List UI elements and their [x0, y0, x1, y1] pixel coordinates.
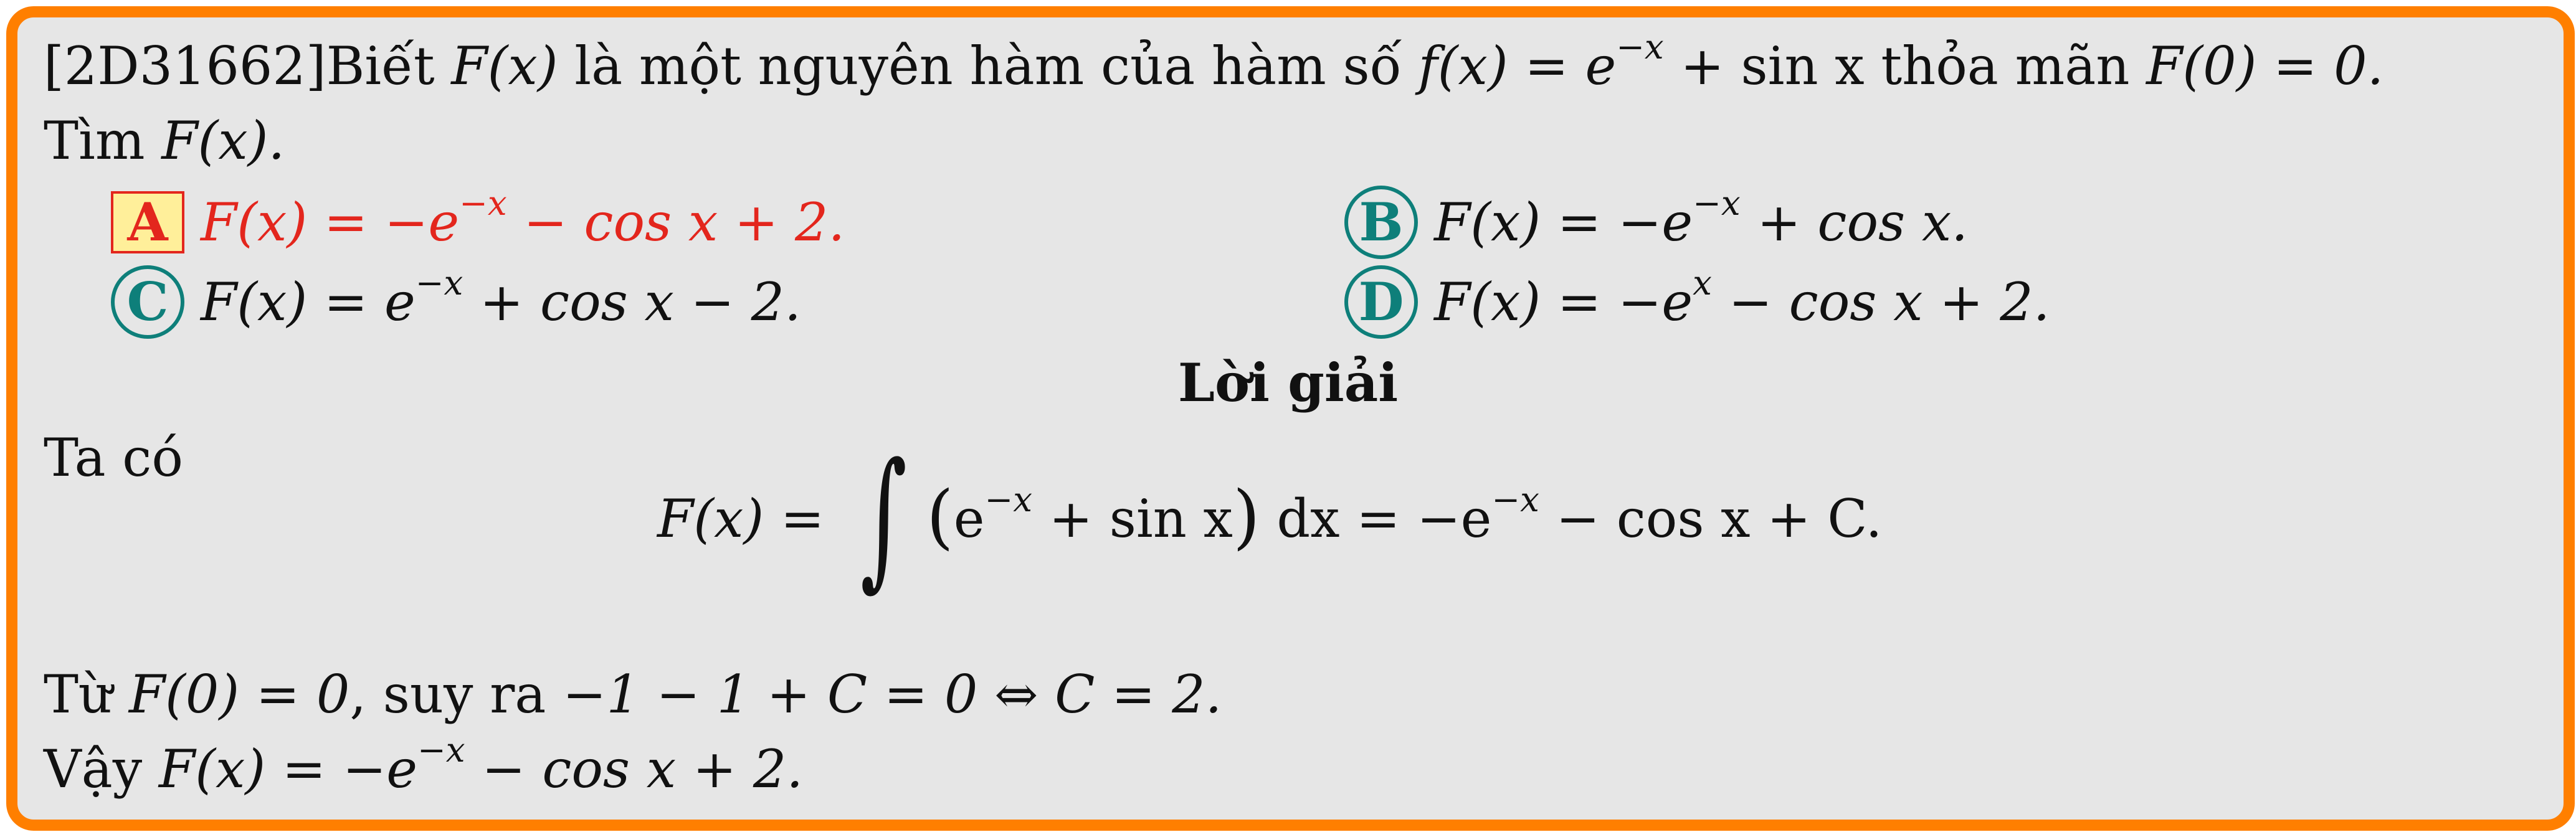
question-find-text: Tìm: [44, 110, 162, 171]
step2-exp: −x: [417, 730, 465, 770]
option-c-label: C: [111, 265, 184, 339]
question-line-1: [44, 27, 2384, 97]
option-c-text: $F(x) = e^{-x} + \cos x - 2$.: [201, 263, 801, 333]
question-find-math: F(x).: [161, 110, 285, 171]
eq-rhs-post: − cos x + C.: [1539, 488, 1883, 549]
integral-sign: ∫: [860, 430, 908, 605]
question-line-2: [44, 110, 285, 172]
question-fx-sin: + sin x: [1663, 35, 1865, 97]
option-b-label: B: [1344, 186, 1418, 259]
solution-intro: Ta có: [44, 427, 183, 488]
eq-dx: dx = −e: [1260, 488, 1492, 549]
step2-post: − cos x + 2.: [465, 739, 804, 800]
option-c[interactable]: [111, 260, 801, 339]
step2-pre: Vậy: [44, 739, 159, 800]
option-d-text: $F(x) = -e^x - \cos x + 2$.: [1434, 263, 2050, 333]
step1-pre: Từ: [44, 664, 129, 725]
eq-inner-post: + sin x: [1032, 488, 1233, 549]
question-fx: f(x) = e: [1418, 35, 1617, 97]
option-d[interactable]: [1344, 260, 2050, 339]
solution-title: Lời giải: [1177, 352, 1399, 414]
step1-mid: , suy ra: [349, 664, 563, 725]
integral-equation: [657, 430, 1883, 605]
question-fx-exponent: −x: [1616, 27, 1664, 67]
right-paren: ): [1232, 476, 1260, 557]
eq-inner-e: e: [953, 488, 985, 549]
step2-math: F(x) = −e: [158, 739, 417, 800]
option-b-text: $F(x) = -e^{-x} + \cos x$.: [1434, 183, 1968, 253]
option-a[interactable]: [111, 181, 845, 260]
solution-step-2: [44, 730, 804, 800]
question-code: [2D31662]: [44, 35, 326, 97]
option-a-text: $F(x) = -e^{-x} - \cos x + 2$.: [201, 183, 845, 253]
left-paren: (: [926, 476, 954, 557]
option-a-label: A: [111, 191, 184, 253]
step1-math1: F(0) = 0: [128, 664, 350, 725]
step1-math2: −1 − 1 + C = 0 ⇔ C = 2.: [563, 664, 1222, 725]
option-b[interactable]: [1344, 181, 1968, 260]
question-condition: F(0) = 0.: [2146, 35, 2384, 97]
question-Fx: F(x): [451, 35, 558, 97]
question-text-part4: thỏa mãn: [1864, 35, 2147, 97]
question-text-part2: là một nguyên hàm của hàm số: [558, 35, 1419, 97]
option-d-label: D: [1344, 265, 1418, 339]
solution-step-1: [44, 663, 1222, 726]
question-text-part1: Biết: [326, 35, 452, 97]
eq-rhs-exp: −x: [1491, 480, 1539, 520]
eq-lhs: F(x) =: [657, 488, 841, 549]
eq-inner-exp: −x: [984, 480, 1032, 520]
